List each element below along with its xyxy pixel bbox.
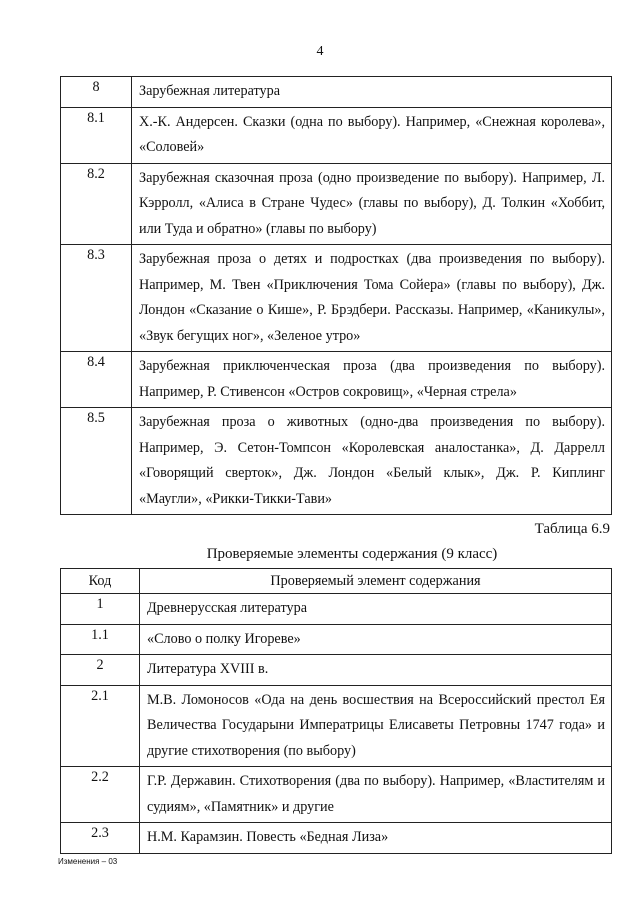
row-content: Зарубежная проза о животных (одно-два произведения по выбору). Например, Э. Сетон-Томпсон «Королевская аналостанка», Д. Даррелл «Говорящий сверток», Дж. Лондон «Белый клык», Дж. Р. Киплинг «Маугли», «Рикки-Тикки-Тави» — [132, 408, 612, 515]
table-row — [61, 655, 612, 686]
row-code: 8.3 — [61, 245, 132, 352]
row-content: Зарубежная приключенческая проза (два произведения по выбору). Например, Р. Стивенсон «Остров сокровищ», «Черная стрела» — [132, 352, 612, 408]
row-content: Литература XVIII в. — [140, 655, 612, 686]
table-row — [61, 594, 612, 625]
column-header-code: Код — [61, 569, 140, 594]
column-header-element: Проверяемый элемент содержания — [140, 569, 612, 594]
table-row — [61, 823, 612, 854]
table-caption: Проверяемые элементы содержания (9 класс) — [206, 546, 498, 562]
row-content: Древнерусская литература — [140, 594, 612, 625]
row-code: 8.2 — [61, 163, 132, 245]
table-row — [61, 408, 612, 515]
row-code: 2 — [61, 655, 140, 686]
page-number: 4 — [316, 44, 324, 59]
table-row — [61, 107, 612, 163]
table-row — [61, 352, 612, 408]
row-code: 8.1 — [61, 107, 132, 163]
table-row — [61, 77, 612, 108]
table-label: Таблица 6.9 — [534, 521, 610, 537]
row-code: 1 — [61, 594, 140, 625]
footer-note: Изменения – 03 — [58, 857, 118, 866]
table-row — [61, 163, 612, 245]
row-code: 8 — [61, 77, 132, 108]
table-row — [61, 767, 612, 823]
table-row — [61, 685, 612, 767]
row-code: 2.2 — [61, 767, 140, 823]
row-code: 8.4 — [61, 352, 132, 408]
row-content: Н.М. Карамзин. Повесть «Бедная Лиза» — [140, 823, 612, 854]
row-content: Зарубежная сказочная проза (одно произведение по выбору). Например, Л. Кэрролл, «Алиса в Стране Чудес» (главы по выбору), Д. Толкин «Хоббит, или Туда и обратно» (главы по выбору) — [132, 163, 612, 245]
row-content: «Слово о полку Игореве» — [140, 624, 612, 655]
row-code: 8.5 — [61, 408, 132, 515]
content-elements-table-grade-9 — [60, 568, 612, 854]
row-code: 2.1 — [61, 685, 140, 767]
table-row — [61, 245, 612, 352]
row-content: Г.Р. Державин. Стихотворения (два по выбору). Например, «Властителям и судиям», «Памятник» и другие — [140, 767, 612, 823]
table-row — [61, 624, 612, 655]
row-content: Зарубежная литература — [132, 77, 612, 108]
row-code: 1.1 — [61, 624, 140, 655]
literature-table-grade-8 — [60, 76, 612, 515]
table-header-row — [61, 569, 612, 594]
row-code: 2.3 — [61, 823, 140, 854]
row-content: М.В. Ломоносов «Ода на день восшествия на Всероссийский престол Ея Величества Государыни Императрицы Елисаветы Петровны 1747 года» и другие стихотворения (по выбору) — [140, 685, 612, 767]
row-content: Х.-К. Андерсен. Сказки (одна по выбору). Например, «Снежная королева», «Соловей» — [132, 107, 612, 163]
row-content: Зарубежная проза о детях и подростках (два произведения по выбору). Например, М. Твен «Приключения Тома Сойера» (главы по выбору), Дж. Лондон «Сказание о Кише», Р. Брэдбери. Рассказы. Например, «Каникулы», «Звук бегущих ног», «Зеленое утро» — [132, 245, 612, 352]
